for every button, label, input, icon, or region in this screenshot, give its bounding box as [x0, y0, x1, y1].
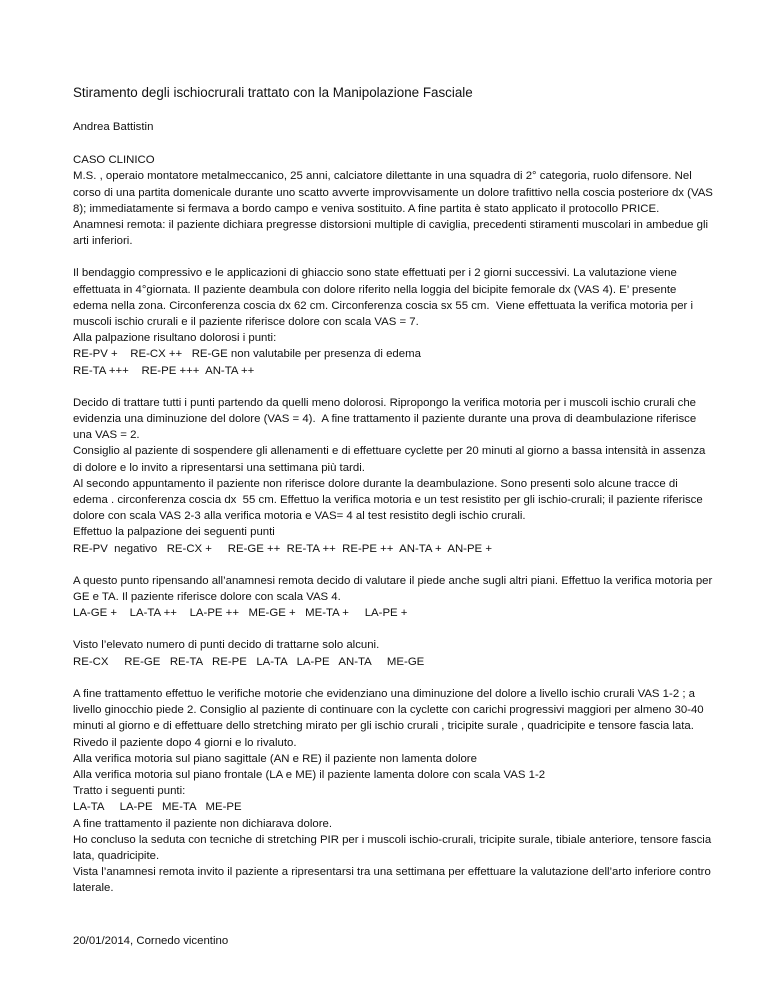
paragraph: Alla verifica motoria sul piano frontale (LA e ME) il paziente lamenta dolore con scala VAS 1-2: [73, 768, 546, 781]
paragraph: Il bendaggio compressivo e le applicazioni di ghiaccio sono state effettuati per i 2 giorni successivi. La valutazione viene effettuata in 4°giornata. Il paziente deambula con dolore riferito nella loggia del bicipite femorale dx (VAS 4). E’ presente edema nella zona. Circonferenza coscia dx 62 cm. Circonferenza coscia sx 55 cm. Viene effettuata la verifica motoria per i muscoli ischio crurali e il paziente riferisce dolore con scala VAS = 7.: [73, 267, 697, 329]
paragraph: Ho concluso la seduta con tecniche di stretching PIR per i muscoli ischio-crurali, tricipite surale, tibiale anteriore, tensore fascia lata, quadricipite.: [73, 833, 715, 862]
document-title: Stiramento degli ischiocrurali trattato con la Manipolazione Fasciale: [73, 85, 473, 100]
section-follow-up: [73, 686, 713, 897]
section-evaluation: [73, 265, 713, 378]
paragraph: Decido di trattare tutti i punti partendo da quelli meno dolorosi. Ripropongo la verifica motoria per i muscoli ischio crurali che evidenzia una diminuzione del dolore (VAS = 4). A fine trattamento il paziente durante una prova di deambulazione riferisce una VAS = 2.: [73, 396, 700, 442]
paragraph: A fine trattamento il paziente non dichiarava dolore.: [73, 817, 332, 830]
paragraph: Al secondo appuntamento il paziente non riferisce dolore durante la deambulazione. Sono presenti solo alcune tracce di edema . circonferenza coscia dx 55 cm. Effettuo la verifica motoria e un test resistito per gli ischio-crurali; il paziente riferisce dolore con scala VAS 2-3 alla verifica motoria e VAS= 4 al test resistito degli ischio crurali.: [73, 477, 706, 523]
points-list: RE-TA +++ RE-PE +++ AN-TA ++: [73, 364, 255, 377]
paragraph: Visto l’elevato numero di punti decido di trattarne solo alcuni.: [73, 639, 380, 652]
paragraph: M.S. , operaio montatore metalmeccanico, 25 anni, calciatore dilettante in una squadra di 2° categoria, ruolo difensore. Nel corso di una partita domenicale durante uno scatto avverte improvvisamente un dolore trafittivo nella coscia posteriore dx (VAS 8); immediatamente si fermava a bordo campo e veniva sostituito. A fine partita è stato applicato il protocollo PRICE.: [73, 170, 717, 215]
points-list: RE-CX RE-GE RE-TA RE-PE LA-TA LA-PE AN-TA ME-GE: [73, 655, 425, 668]
points-list: LA-TA LA-PE ME-TA ME-PE: [73, 801, 242, 814]
section-clinical-case: [73, 152, 717, 249]
paragraph: Effettuo la palpazione dei seguenti punti: [73, 526, 275, 539]
section-selected-points: [73, 637, 713, 669]
section-treatment: [73, 395, 713, 557]
paragraph: Tratto i seguenti punti:: [73, 785, 186, 798]
paragraph: Alla verifica motoria sul piano sagittale (AN e RE) il paziente non lamenta dolore: [73, 752, 477, 765]
paragraph: Alla palpazione risultano dolorosi i punti:: [73, 332, 277, 345]
date-place: 20/01/2014, Cornedo vicentino: [73, 934, 229, 947]
section-foot-evaluation: [73, 573, 716, 622]
paragraph: A questo punto ripensando all’anamnesi remota decido di valutare il piede anche sugli altri piani. Effettuo la verifica motoria per GE e TA. Il paziente riferisce dolore con scala VAS 4.: [73, 574, 716, 604]
points-list: RE-PV + RE-CX ++ RE-GE non valutabile per presenza di edema: [73, 348, 421, 361]
points-list: LA-GE + LA-TA ++ LA-PE ++ ME-GE + ME-TA + LA-PE +: [73, 607, 408, 620]
section-heading: CASO CLINICO: [73, 154, 155, 167]
paragraph: Rivedo il paziente dopo 4 giorni e lo rivaluto.: [73, 736, 297, 749]
paragraph: Consiglio al paziente di sospendere gli allenamenti e di effettuare cyclette per 20 minuti al giorno a bassa intensità in assenza di dolore e lo invito a ripresentarsi una settimana più tardi.: [73, 445, 709, 474]
document-page: [73, 84, 717, 949]
paragraph: A fine trattamento effettuo le verifiche motorie che evidenziano una diminuzione del dolore a livello ischio crurali VAS 1-2 ; a livello ginocchio piede 2. Consiglio al paziente di continuare con la cyclette con carichi progressivi maggiori per almeno 30-40 minuti al giorno e di effettuare dello stretching mirato per gli ischio crurali , tricipite surale , quadricipite e tensore fascia lata.: [73, 687, 707, 733]
paragraph: Vista l’anamnesi remota invito il paziente a ripresentarsi tra una settimana per effettuare la valutazione dell’arto inferiore contro laterale.: [73, 866, 714, 895]
points-list: RE-PV negativo RE-CX + RE-GE ++ RE-TA ++ RE-PE ++ AN-TA + AN-PE +: [73, 542, 492, 555]
paragraph: Anamnesi remota: il paziente dichiara pregresse distorsioni multiple di caviglia, precedenti stiramenti muscolari in ambedue gli arti inferiori.: [73, 219, 712, 248]
author-name: Andrea Battistin: [73, 121, 154, 133]
